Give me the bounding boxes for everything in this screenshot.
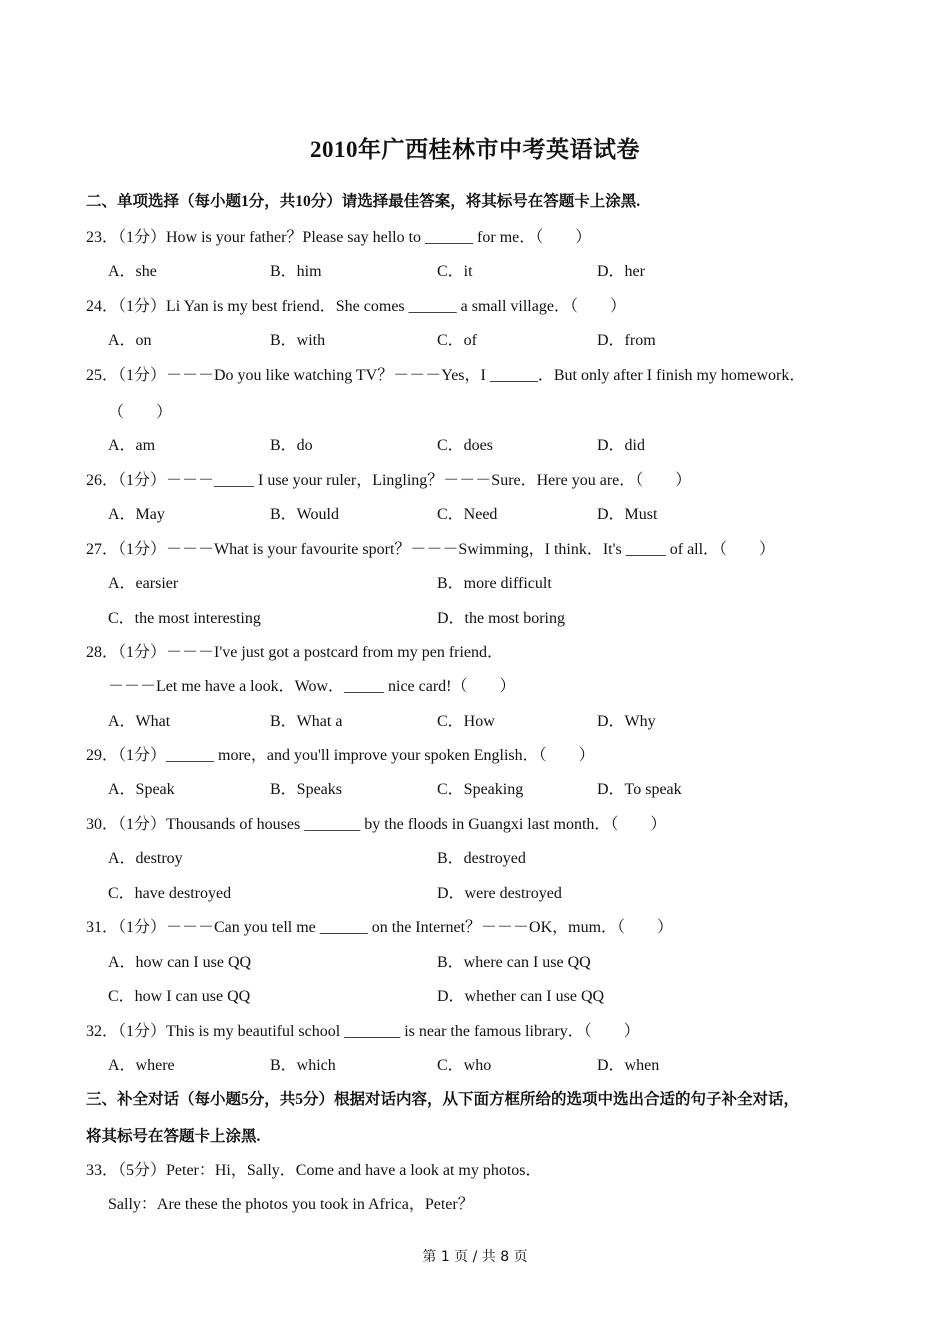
question-25-stem: 25．（1分）－－－Do you like watching TV？－－－Yes，I ______．But only after I finish my homework． — [86, 367, 806, 384]
q29-option-b: B．Speaks — [270, 781, 343, 798]
question-28-stem-cont: －－－Let me have a look．Wow．_____ nice card!（ ） — [108, 678, 516, 695]
question-23-stem: 23．（1分）How is your father？Please say hello to ______ for me．（ ） — [86, 229, 592, 246]
q32-option-d: D．when — [597, 1057, 660, 1074]
q23-option-b: B．him — [270, 263, 322, 280]
section-2-heading: 二、单项选择（每小题1分，共10分）请选择最佳答案，将其标号在答题卡上涂黑. — [86, 193, 641, 210]
q29-option-d: D．To speak — [597, 781, 682, 798]
q25-option-b: B．do — [270, 437, 313, 454]
q28-option-b: B．What a — [270, 713, 343, 730]
q29-option-a: A．Speak — [108, 781, 175, 798]
question-24-stem: 24．（1分）Li Yan is my best friend．She comes ______ a small village．（ ） — [86, 298, 626, 315]
section-3-heading: 三、补全对话（每小题5分，共5分）根据对话内容，从下面方框所给的选项中选出合适的句子补全对话， — [86, 1091, 800, 1108]
page-title: 2010年广西桂林市中考英语试卷 — [310, 137, 640, 162]
q26-option-c: C．Need — [437, 506, 498, 523]
q27-option-d: D．the most boring — [437, 610, 565, 627]
section-3-heading-cont: 将其标号在答题卡上涂黑. — [86, 1128, 261, 1145]
question-33-dialogue-line: Sally：Are these the photos you took in Africa，Peter？ — [108, 1196, 474, 1213]
q32-option-c: C．who — [437, 1057, 492, 1074]
q24-option-c: C．of — [437, 332, 478, 349]
q29-option-c: C．Speaking — [437, 781, 524, 798]
q30-option-b: B．destroyed — [437, 850, 526, 867]
q30-option-a: A．destroy — [108, 850, 183, 867]
q24-option-d: D．from — [597, 332, 656, 349]
q32-option-b: B．which — [270, 1057, 336, 1074]
q32-option-a: A．where — [108, 1057, 175, 1074]
q28-option-a: A．What — [108, 713, 171, 730]
q30-option-d: D．were destroyed — [437, 885, 562, 902]
q27-option-c: C．the most interesting — [108, 610, 261, 627]
q28-option-d: D．Why — [597, 713, 656, 730]
question-28-stem: 28．（1分）－－－I've just got a postcard from my pen friend． — [86, 644, 504, 661]
question-25-stem-cont: （ ） — [108, 404, 173, 421]
q24-option-a: A．on — [108, 332, 152, 349]
q24-option-b: B．with — [270, 332, 326, 349]
question-27-stem: 27．（1分）－－－What is your favourite sport？－－－Swimming，I think．It's _____ of all．（ ） — [86, 541, 776, 558]
question-26-stem: 26．（1分）－－－_____ I use your ruler，Lingling？－－－Sure．Here you are．（ ） — [86, 472, 692, 489]
q26-option-b: B．Would — [270, 506, 339, 523]
question-29-stem: 29．（1分）______ more，and you'll improve your spoken English．（ ） — [86, 747, 595, 764]
question-32-stem: 32．（1分）This is my beautiful school _______ is near the famous library．（ ） — [86, 1023, 640, 1040]
q25-option-d: D．did — [597, 437, 646, 454]
q25-option-c: C．does — [437, 437, 494, 454]
question-33-stem: 33．（5分）Peter：Hi，Sally．Come and have a look at my photos． — [86, 1162, 542, 1179]
q26-option-a: A．May — [108, 506, 165, 523]
q23-option-d: D．her — [597, 263, 645, 280]
q23-option-c: C．it — [437, 263, 473, 280]
page-footer: 第 1 页 / 共 8 页 — [422, 1249, 528, 1265]
q31-option-c: C．how I can use QQ — [108, 988, 251, 1005]
q30-option-c: C．have destroyed — [108, 885, 232, 902]
q31-option-b: B．where can I use QQ — [437, 954, 591, 971]
q27-option-a: A．earsier — [108, 575, 179, 592]
q27-option-b: B．more difficult — [437, 575, 552, 592]
question-30-stem: 30．（1分）Thousands of houses _______ by the floods in Guangxi last month．（ ） — [86, 816, 667, 833]
q26-option-d: D．Must — [597, 506, 658, 523]
q28-option-c: C．How — [437, 713, 495, 730]
q23-option-a: A．she — [108, 263, 157, 280]
q25-option-a: A．am — [108, 437, 156, 454]
question-31-stem: 31．（1分）－－－Can you tell me ______ on the Internet？－－－OK，mum．（ ） — [86, 919, 674, 936]
q31-option-d: D．whether can I use QQ — [437, 988, 605, 1005]
q31-option-a: A．how can I use QQ — [108, 954, 252, 971]
